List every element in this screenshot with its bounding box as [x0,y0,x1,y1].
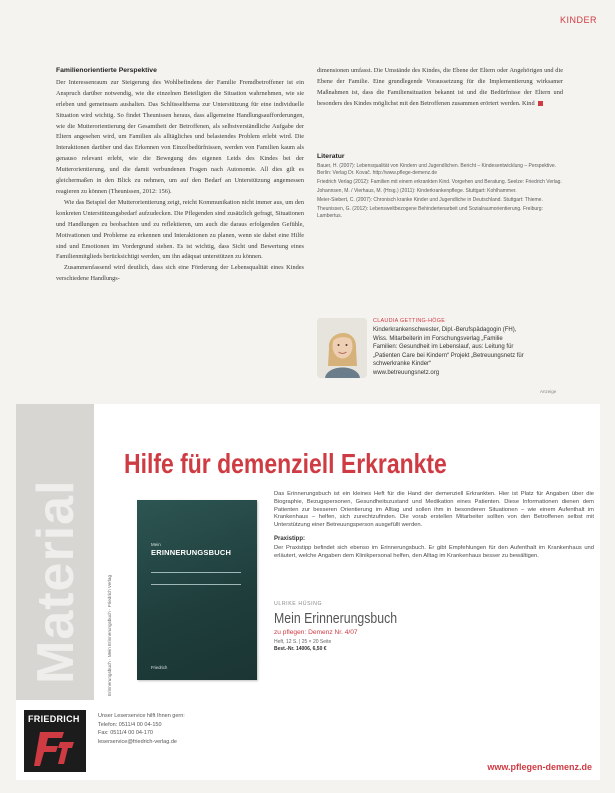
article-paragraph: Zusammenfassend wird deutlich, dass sich eine Förderung der Lebensqualität eines Kindes verschiedene Handlungs- [56,264,304,283]
author-photo [317,318,367,378]
promo-side-panel [16,404,94,700]
contact-phone[interactable]: Telefon: 0511/4 00 04-150 [98,721,162,728]
article-paragraph: dimensionen umfasst. Die Umstände des Kindes, die Ebene der Eltern oder Angehörigen und die Ebene der Familie. Eine grundlegende Voraussetzung für die Implementierung wirksamer Maßnahmen ist, dass die Familiensituation bekannt ist und die Bedürfnisse der Eltern und besonders des Kindes möglichst mit den Betroffenen zusammen erörtert werden. Kind [317,67,563,107]
article-subheading: Familienorientierte Perspektive [56,67,157,74]
author-box [317,318,567,394]
product-order-number: Best.-Nr. 14006, 6,50 € [274,646,327,652]
author-bio-line: Familien: Gesundheit im Lebenslauf, aus: Leitung für [373,344,514,351]
literature-heading: Literatur [317,153,345,160]
promo-title: Hilfe für demenziell Erkrankte [124,448,447,479]
promo-footer [16,700,600,780]
promo-description-text: Das Erinnerungsbuch ist ein kleines Heft für die Hand der demenziell Erkrankten. Hier ist Platz für Angaben über die Biographie, Bezugspersonen, Gesundheitszustand und Medikation eines Patienten. Diese Informationen dienen dem Patienten zur besseren Orientierung im Alltag und sollen ihm in besonderen Situationen – wie einem Aufenthalt im Krankenhaus – helfen, sich zurechtzufinden. Die vorab erstellen Mitarbeiter sollten von den Betroffenen selbst mit Unterstützung einer Betreuungsperson ausgefüllt werden. [274,491,594,529]
book-cover [137,500,257,680]
section-label: KINDER [560,15,598,25]
publisher-logo-text: FRIEDRICH [28,714,80,724]
article-left-column [56,66,304,378]
author-bio [373,326,563,378]
author-bio-line: Wiss. Mitarbeiterin im Forschungsverlag „Familie [373,335,503,342]
practice-text: Der Praxistipp befindet sich ebenso im Erinnerungsbuch. Er gibt Empfehlungen für den Aufenthalt im Krankenhaus und erläutert, welche Angaben dem Klinikpersonal helfen, den Alltag im Krankenhaus besser zu bewältigen. [274,544,594,559]
book-area [103,484,263,702]
product-author: ULRIKE HÜSING [274,601,323,607]
literature-item: Bauer, H. (2007): Lebensqualität von Kindern und Jugendlichen. Bericht – Kindesentwicklung – Perspektive. Berlin: Verlag Dr. Kovač. http://www.pflege-demenz.de [317,163,557,177]
author-name: CLAUDIA GETTING-HÖGE [373,318,446,324]
contact-email[interactable]: leserservice@friedrich-verlag.de [98,739,177,746]
promo-website-link[interactable]: www.pflegen-demenz.de [487,762,592,772]
book-rule [151,572,241,573]
promo-description [274,491,594,566]
contact-fax: Fax: 0511/4 00 04-170 [98,730,153,737]
literature-item: Theunissen, G. (2012): Lebensweltbezogene Behindertenarbeit und Sozialraumorientierung. Freiburg: Lambertus. [317,206,543,220]
practice-heading: Praxistipp: [274,535,306,542]
product-info [274,601,594,653]
product-title: Mein Erinnerungsbuch [274,610,398,627]
book-footer: Friedrich [151,665,168,670]
publisher-logo [24,710,86,772]
promo-side-label: Material [27,479,85,684]
book-rule [151,584,241,585]
author-bio-line: „Patienten Care bei Kindern“ Projekt „Betreuungsnetz für [373,352,524,359]
product-format: Heft, 12 S. | 25 × 20 Seite [274,639,332,645]
product-meta [274,639,594,653]
contact-info [98,712,185,747]
ad-note: Anzeige [540,389,557,394]
literature-item: Meier-Siebert, C. (2007): Chronisch kranke Kinder und Jugendliche in Deutschland. Stuttgart: Thieme. [317,197,543,204]
promo-box [16,404,600,780]
book-sup-label: Mein [151,542,161,547]
book-title: ERINNERUNGSBUCH [151,548,232,557]
article-right-column [317,66,563,138]
article-paragraph: Wie das Beispiel der Mutterorientierung zeigt, reicht Kommunikation nicht immer aus, um den konkreten Unterstützungsbedarf aufzudecken. Die Pflegenden sind zusätzlich gefragt, Situationen und Handlungen zu beobachten und zu reflektieren, um auch die daraus erfolgenden Gefühle, Motivationen und Probleme zu erkennen und Interaktionen zu planen, wenn sie dabei eine Hilfe sind und Emotionen im Vordergrund stehen. Es ist wichtig, dass Sicht und Bewertung eines Familienmitglieds berücksichtigt werden, um ihn adäquat unterstützen zu können. [56,198,304,261]
end-mark-icon [538,101,543,106]
author-bio-line: schwerkranke Kinder“ [373,361,432,368]
literature-section [317,153,563,222]
book-spine-text: Erinnerungsbuch · Mein Erinnerungsbuch · Friedrich Verlag [107,574,112,696]
literature-item: Friedrich Verlag (2012): Familien mit einem erkrankten Kind. Vorgehen und Beratung. Seelze: Friedrich Verlag. [317,179,562,186]
literature-item: Johannsen, M. / Vierhaus, M. (Hrsg.) (2011): Kinderkrankenpflege. Stuttgart: Kohlhammer. [317,188,517,195]
author-bio-line: Kinderkrankenschwester, Dipl.-Berufspädagogin (FH), [373,327,517,333]
logo-mark-icon [34,728,78,768]
author-website[interactable]: www.betreuungsnetz.org [373,369,440,376]
contact-line: Unser Leserservice hilft Ihnen gern: [98,713,185,719]
article-paragraph: Der Interessenraum zur Steigerung des Wohlbefindens der Familie Fremdbetroffener ist ein Anspruch darüber notwendig, wie die einzelnen Beteiligten die Situation wahrnehmen, wie sie erleben und gemeinsam aushalten. Das Schlüsselthema zur Unterstützung für eine individuelle Situation wird wichtig. So findet Theunissen heraus, dass allgemeine Handlungsaufforderungen, wie die Mutterorientierung der Gesamtheit der Betroffenen, als selbstverständliche Aufgabe der Eltern angesehen wird, um Familien als alltägliches und belastendes Problem erlebt wird. Die Interaktionen darüber und das Erkennen von Einzelbedürfnissen, werden von Familien kaum als genauso relevant erlebt, wie die Bewegung des eigenen Leids des Kindes bei der Mutterorientierung, und die damit verbundenen Fragen nach Autonomie. All dies gilt es gleichermaßen in den Blick zu nehmen, um auf den Bedarf an Unterstützung angemessen reagieren zu können (Theunissen, 2012: 156). [56,78,304,195]
product-subtitle: zu pflegen: Demenz Nr. 4/07 [274,629,358,636]
